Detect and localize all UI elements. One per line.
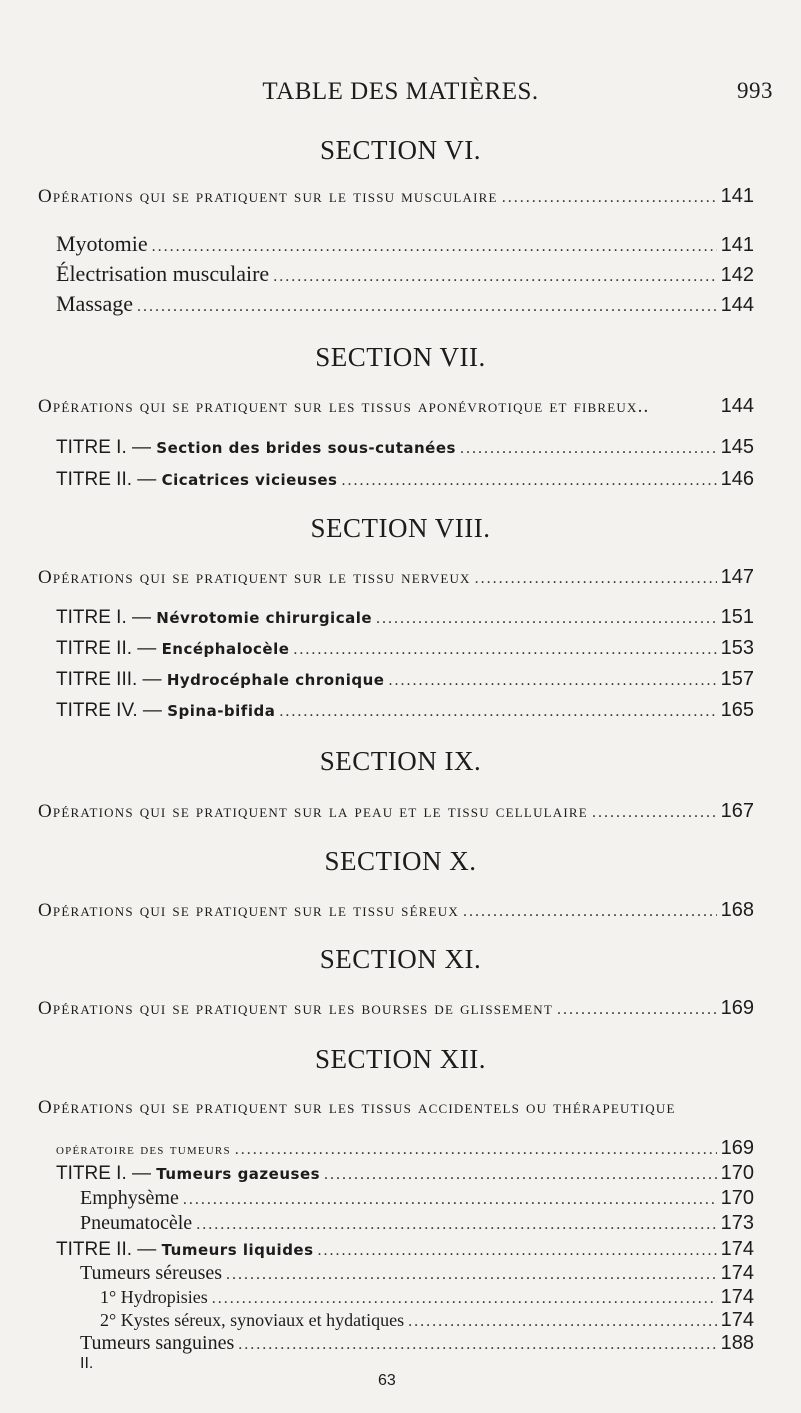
entry-page: 151 (720, 606, 754, 628)
dot-leader (475, 570, 717, 588)
entry-page: 141 (720, 234, 754, 256)
titre-prefix: TITRE II. — (56, 1239, 162, 1260)
toc-entry (56, 668, 754, 691)
toc-entry (80, 1212, 754, 1235)
entry-page: 174 (720, 1238, 754, 1260)
entry-page: 170 (720, 1162, 754, 1184)
entry-page: 169 (720, 997, 754, 1019)
dot-leader (183, 1191, 717, 1209)
section-heading-xi: SECTION XI. (319, 944, 482, 974)
dot-leader (502, 189, 717, 207)
dot-leader (212, 1290, 717, 1308)
entry-page: 142 (720, 264, 754, 286)
toc-entry (56, 1238, 754, 1261)
dot-leader (408, 1313, 716, 1331)
dot-leader (273, 268, 716, 286)
entry-page: 174 (720, 1262, 754, 1284)
dot-leader (376, 610, 717, 628)
toc-entry (56, 1137, 754, 1160)
entry-label: Hydrocéphale chronique (166, 671, 385, 689)
titre-prefix: TITRE II. — (56, 469, 162, 490)
entry-label: Opérations qui se pratiquent sur les tissus accidentels ou thérapeutique (38, 1097, 676, 1118)
toc-entry (80, 1332, 754, 1355)
entry-label: Myotomie (56, 231, 148, 256)
entry-label: 2° Kystes séreux, synoviaux et hydatiques (100, 1310, 405, 1330)
dot-leader (238, 1336, 716, 1354)
entry-page: 165 (720, 699, 754, 721)
titre-prefix: TITRE I. — (56, 437, 157, 458)
section-heading-vi: SECTION VI. (319, 135, 481, 165)
entry-label: Tumeurs séreuses (80, 1262, 223, 1284)
section-heading-x: SECTION X. (324, 846, 477, 876)
entry-label: Cicatrices vicieuses (161, 471, 338, 489)
entry-label: Opérations qui se pratiquent sur les bourses de glissement (38, 998, 553, 1019)
page-number: 993 (737, 78, 773, 103)
toc-entry (100, 1286, 754, 1309)
titre-prefix: TITRE II. — (56, 638, 162, 659)
dot-leader (318, 1242, 717, 1260)
toc-entry (38, 395, 754, 418)
dot-leader (463, 903, 717, 921)
entry-page: 147 (720, 566, 754, 588)
toc-entry (56, 699, 754, 722)
section-heading-vii: SECTION VII. (315, 342, 486, 372)
entry-page: 145 (720, 436, 754, 458)
section-heading-xii: SECTION XII. (315, 1044, 486, 1074)
dot-leader (324, 1166, 717, 1184)
entry-page: 169 (720, 1137, 754, 1159)
toc-entry (38, 899, 754, 922)
entry-page: 146 (720, 468, 754, 490)
entry-label: 1° Hydropisies (100, 1287, 208, 1307)
dot-leader (388, 672, 716, 690)
entry-label: Massage (56, 291, 133, 316)
dot-leader (460, 440, 717, 458)
entry-label: Tumeurs sanguines (80, 1332, 235, 1354)
entry-page: 167 (720, 800, 754, 822)
toc-entry (38, 566, 754, 589)
toc-entry (56, 606, 754, 629)
dot-leader (196, 1216, 716, 1234)
dot-leader (279, 703, 716, 721)
entry-page: 168 (720, 899, 754, 921)
entry-label: Encéphalocèle (161, 640, 290, 658)
titre-prefix: TITRE III. — (56, 669, 167, 690)
entry-label: Électrisation musculaire (56, 261, 270, 286)
toc-entry (56, 1162, 754, 1185)
entry-label: Tumeurs liquides (161, 1241, 314, 1259)
toc-entry (38, 997, 754, 1020)
entry-page: 153 (720, 637, 754, 659)
toc-entry (80, 1187, 754, 1210)
volume-mark: II. (80, 1355, 94, 1372)
dot-leader (592, 804, 717, 822)
titre-prefix: TITRE I. — (56, 607, 157, 628)
toc-entry (80, 1262, 754, 1285)
entry-label: Spina-bifida (167, 702, 276, 720)
toc-entry (56, 436, 754, 459)
toc-entry (56, 468, 754, 491)
section-heading-viii: SECTION VIII. (310, 513, 491, 543)
entry-label: opératoire des tumeurs (56, 1141, 231, 1158)
entry-label: Pneumatocèle (80, 1212, 193, 1234)
entry-label: Opérations qui se pratiquent sur le tissu musculaire (38, 186, 498, 207)
section-heading-ix: SECTION IX. (319, 746, 482, 776)
toc-entry (38, 185, 754, 208)
dot-leader (137, 298, 717, 316)
entry-page: 173 (720, 1212, 754, 1234)
entry-label: Opérations qui se pratiquent sur le tissu nerveux (38, 567, 471, 588)
entry-page: 144 (720, 294, 754, 316)
entry-label: Opérations qui se pratiquent sur la peau et le tissu cellulaire (38, 801, 588, 822)
toc-entry (56, 261, 754, 287)
dot-leader (293, 641, 716, 659)
dot-leader (557, 1001, 717, 1019)
signature-mark: 63 (378, 1372, 396, 1389)
entry-label: Névrotomie chirurgicale (156, 609, 373, 627)
toc-entry (56, 231, 754, 257)
dot-leader (152, 238, 717, 256)
running-title: TABLE DES MATIÈRES. (262, 78, 539, 105)
dot-leader (226, 1266, 717, 1284)
entry-page: 157 (720, 668, 754, 690)
titre-prefix: TITRE IV. — (56, 700, 168, 721)
toc-entry (38, 800, 754, 823)
dot-leader (235, 1141, 717, 1159)
entry-label: Opérations qui se pratiquent sur le tissu séreux (38, 900, 459, 921)
toc-entry (56, 637, 754, 660)
entry-page: 144 (720, 395, 754, 417)
entry-page: 174 (720, 1286, 754, 1308)
entry-page: 170 (720, 1187, 754, 1209)
toc-entry (56, 291, 754, 317)
entry-page: 174 (720, 1309, 754, 1331)
entry-label: Tumeurs gazeuses (156, 1165, 321, 1183)
entry-page: 141 (720, 185, 754, 207)
titre-prefix: TITRE I. — (56, 1163, 157, 1184)
toc-entry (100, 1309, 754, 1332)
entry-label: Section des brides sous-cutanées (156, 439, 456, 457)
entry-label: Emphysème (80, 1187, 179, 1209)
entry-label: Opérations qui se pratiquent sur les tissus aponévrotique et fibreux.. (38, 396, 650, 417)
dot-leader (342, 472, 717, 490)
entry-page: 188 (720, 1332, 754, 1354)
